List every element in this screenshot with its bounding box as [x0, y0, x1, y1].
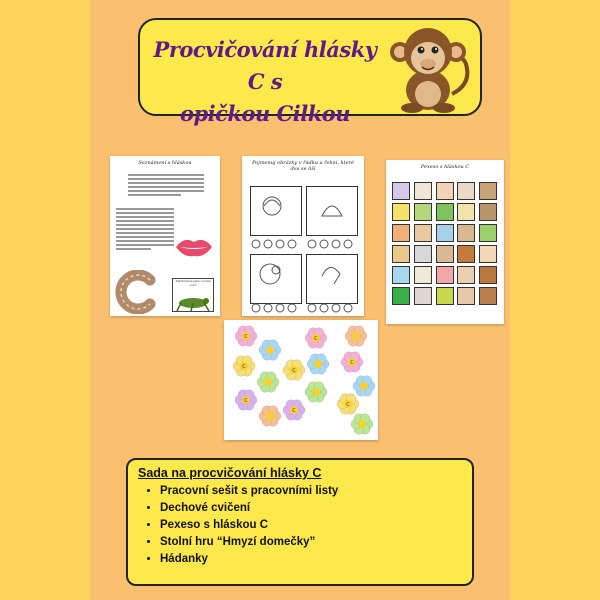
worksheet-title: Pexeso s hláskou C [420, 164, 470, 170]
flower-icon [341, 352, 363, 372]
flower-letter: C [292, 407, 296, 414]
caption-box [172, 278, 214, 312]
contents-box [126, 458, 474, 586]
worksheet-title: Seznámení s hláskou [138, 160, 192, 166]
list-item: • Pexeso s hláskou C [160, 517, 462, 534]
flower-icon [259, 340, 281, 360]
page-title [150, 34, 380, 130]
product-page [90, 0, 510, 600]
worksheet-preview-pictures [242, 156, 364, 316]
lips-illustration [174, 236, 214, 258]
monkey-illustration [382, 24, 474, 114]
flower-icon [345, 326, 367, 346]
flower-letter: C [292, 367, 296, 374]
list-item: • Stolní hru “Hmyzí domečky” [160, 534, 462, 551]
list-item: • Dechové cvičení [160, 500, 462, 517]
flower-icon [353, 376, 375, 396]
worksheet-title: Pojmenuj obrázky v řádku a řekni, které dva se liší [252, 160, 354, 172]
grasshopper-illustration [173, 287, 213, 313]
sketch-illustrations [242, 156, 364, 316]
flower-letter: C [244, 333, 248, 340]
list-item: • Hádanky [160, 551, 462, 568]
flower-icon [305, 382, 327, 402]
title-line-2: opičkou Cilkou [179, 101, 351, 126]
list-item: • Pracovní sešit s pracovními listy [160, 483, 462, 500]
flower-board [224, 320, 378, 440]
contents-title: Sada na procvičování hlásky C [138, 466, 322, 480]
flower-icon [307, 354, 329, 374]
flower-icon [337, 394, 359, 414]
preview-collage [90, 136, 510, 436]
worksheet-preview-intro [110, 156, 220, 316]
flower-icon [283, 360, 305, 380]
letter-c-illustration [114, 270, 158, 314]
board-game-preview [224, 320, 378, 440]
flower-letter: C [350, 359, 354, 366]
title-banner [138, 18, 482, 126]
flower-icon [259, 406, 281, 426]
flower-icon [283, 400, 305, 420]
worksheet-text-block [116, 206, 174, 252]
flower-letter: C [244, 397, 248, 404]
pexeso-grid [392, 182, 498, 305]
flower-icon [233, 356, 255, 376]
flower-icon [235, 326, 257, 346]
flower-letter: C [242, 363, 246, 370]
flower-letter: C [314, 335, 318, 342]
worksheet-caption: Zamkněme jako cvrček cvrčí [175, 279, 211, 287]
worksheet-text-block [128, 172, 204, 198]
flower-icon [257, 372, 279, 392]
flower-icon [235, 390, 257, 410]
worksheet-preview-pexeso [386, 160, 504, 324]
flower-icon [351, 414, 373, 434]
flower-letter: C [346, 401, 350, 408]
flower-icon [305, 328, 327, 348]
contents-list [138, 483, 462, 568]
title-line-1: Procvičování hlásky C s [153, 37, 377, 94]
